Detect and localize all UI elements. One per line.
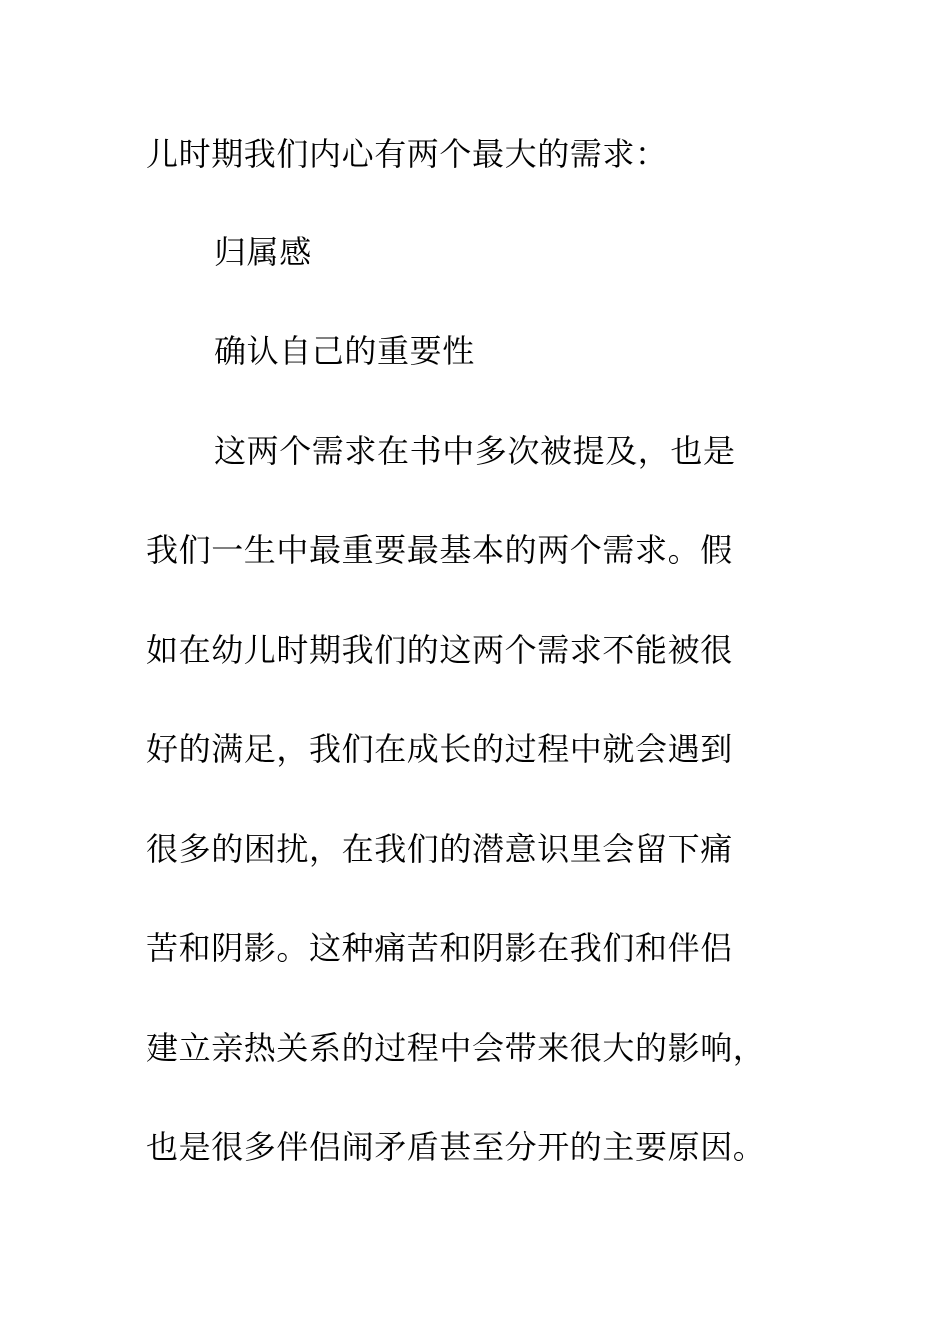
text-line-9: 苦和阴影。这种痛苦和阴影在我们和伴侣 — [146, 929, 733, 967]
text-line-1: 儿时期我们内心有两个最大的需求： — [146, 135, 668, 173]
list-item-importance: 确认自己的重要性 — [214, 332, 475, 370]
text-line-5: 我们一生中最重要最基本的两个需求。假 — [146, 531, 733, 569]
text-line-10: 建立亲热关系的过程中会带来很大的影响， — [146, 1029, 766, 1067]
text-line-6: 如在幼儿时期我们的这两个需求不能被很 — [146, 631, 733, 669]
text-line-11: 也是很多伴侣闹矛盾甚至分开的主要原因。 — [146, 1128, 766, 1166]
text-line-8: 很多的困扰，在我们的潜意识里会留下痛 — [146, 830, 733, 868]
list-item-belonging: 归属感 — [214, 233, 312, 271]
text-line-7: 好的满足，我们在成长的过程中就会遇到 — [146, 730, 733, 768]
paragraph-first-line: 这两个需求在书中多次被提及，也是 — [214, 432, 736, 470]
